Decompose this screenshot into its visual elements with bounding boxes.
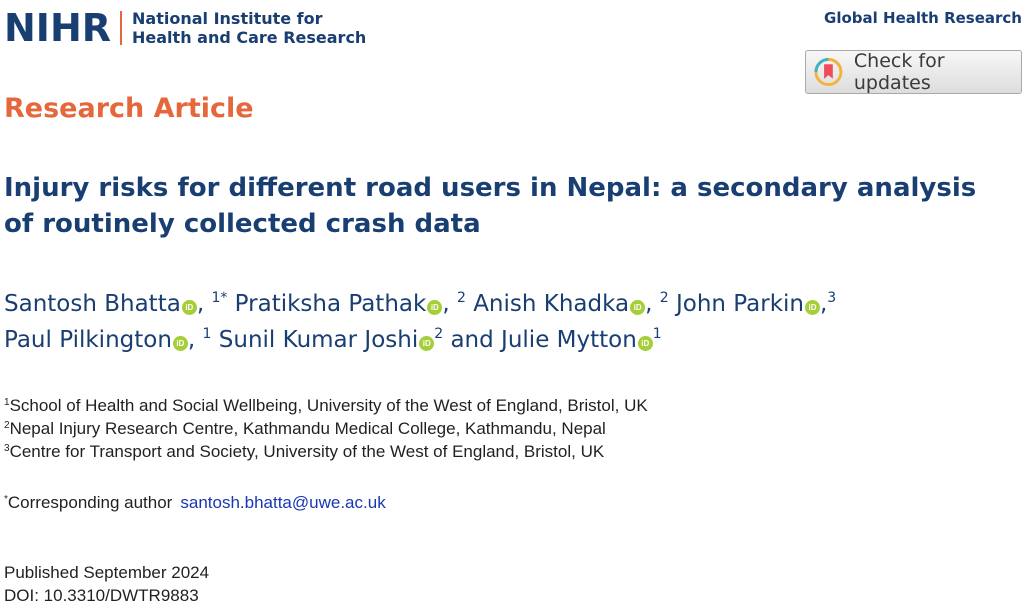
orcid-icon[interactable]: iD <box>638 336 653 351</box>
author-separator: , <box>196 291 212 317</box>
author-affiliation-ref: 2 <box>456 290 466 306</box>
author-name: Paul Pilkington <box>4 327 172 353</box>
doi: DOI: 10.3310/DWTR9883 <box>4 586 199 605</box>
author-separator: , <box>442 291 457 317</box>
journal-name: Global Health Research <box>824 9 1022 27</box>
affiliation-number: 3 <box>4 443 10 454</box>
article-type: Research Article <box>4 93 254 124</box>
orcid-icon[interactable]: iD <box>182 300 197 315</box>
orcid-icon[interactable]: iD <box>630 300 645 315</box>
check-for-updates-button[interactable] <box>805 50 1022 94</box>
logo-text-line1: National Institute for <box>132 9 323 28</box>
orcid-icon[interactable]: iD <box>173 336 188 351</box>
nihr-logo <box>4 8 366 48</box>
logo-text-line2: Health and Care Research <box>132 28 367 47</box>
author <box>235 291 466 317</box>
author-name: Anish Khadka <box>473 291 630 317</box>
author-name: Sunil Kumar Joshi <box>218 327 419 353</box>
author <box>219 327 501 353</box>
orcid-icon[interactable]: iD <box>427 300 442 315</box>
corresponding-author <box>4 493 386 513</box>
orcid-icon[interactable]: iD <box>805 300 820 315</box>
author-affiliation-ref: 1 <box>652 326 662 342</box>
affiliation-number: 1 <box>4 397 10 408</box>
corresponding-email-link[interactable]: santosh.bhatta@uwe.ac.uk <box>180 493 386 512</box>
author-list <box>4 286 836 358</box>
author-affiliation-ref: 1* <box>211 290 228 306</box>
author <box>501 327 662 353</box>
check-for-updates-label: Check for updates <box>853 50 945 94</box>
author-name: Pratiksha Pathak <box>234 291 427 317</box>
orcid-icon[interactable]: iD <box>419 336 434 351</box>
author-line-2 <box>4 322 836 358</box>
author-affiliation-ref: 1 <box>202 326 212 342</box>
affiliation-text: Centre for Transport and Society, University of the West of England, Bristol, UK <box>9 442 605 461</box>
affiliation-number: 2 <box>4 420 10 431</box>
affiliation-text: School of Health and Social Wellbeing, University of the West of England, Bristol, UK <box>9 396 648 415</box>
author-separator: , <box>187 327 203 353</box>
author-line-1 <box>4 286 836 322</box>
article-title: Injury risks for different road users in Nepal: a secondary analysis of routinely collected crash data <box>4 173 977 239</box>
affiliation-item <box>4 394 648 417</box>
corresponding-label: Corresponding author <box>7 493 173 512</box>
bookmark-update-icon <box>814 57 843 87</box>
publication-info <box>4 561 209 607</box>
affiliation-list <box>4 394 648 463</box>
author <box>4 327 211 353</box>
corresponding-marker: * <box>4 494 8 505</box>
author-separator: , <box>819 291 828 317</box>
author-separator: , <box>645 291 660 317</box>
logo-mark: NIHR <box>4 6 112 50</box>
affiliation-text: Nepal Injury Research Centre, Kathmandu Medical College, Kathmandu, Nepal <box>9 419 606 438</box>
author-affiliation-ref: 2 <box>659 290 669 306</box>
affiliation-item <box>4 440 648 463</box>
author-affiliation-ref: 3 <box>827 290 837 306</box>
author-name: John Parkin <box>675 291 804 317</box>
author <box>676 291 836 317</box>
author-name: Julie Mytton <box>501 327 637 353</box>
affiliation-item <box>4 417 648 440</box>
published-date: Published September 2024 <box>4 563 210 582</box>
author-separator: and <box>443 327 502 353</box>
logo-divider <box>120 11 122 45</box>
author-name: Santosh Bhatta <box>4 291 181 317</box>
logo-text <box>132 9 366 47</box>
author <box>4 291 227 317</box>
author <box>473 291 668 317</box>
author-affiliation-ref: 2 <box>434 326 444 342</box>
